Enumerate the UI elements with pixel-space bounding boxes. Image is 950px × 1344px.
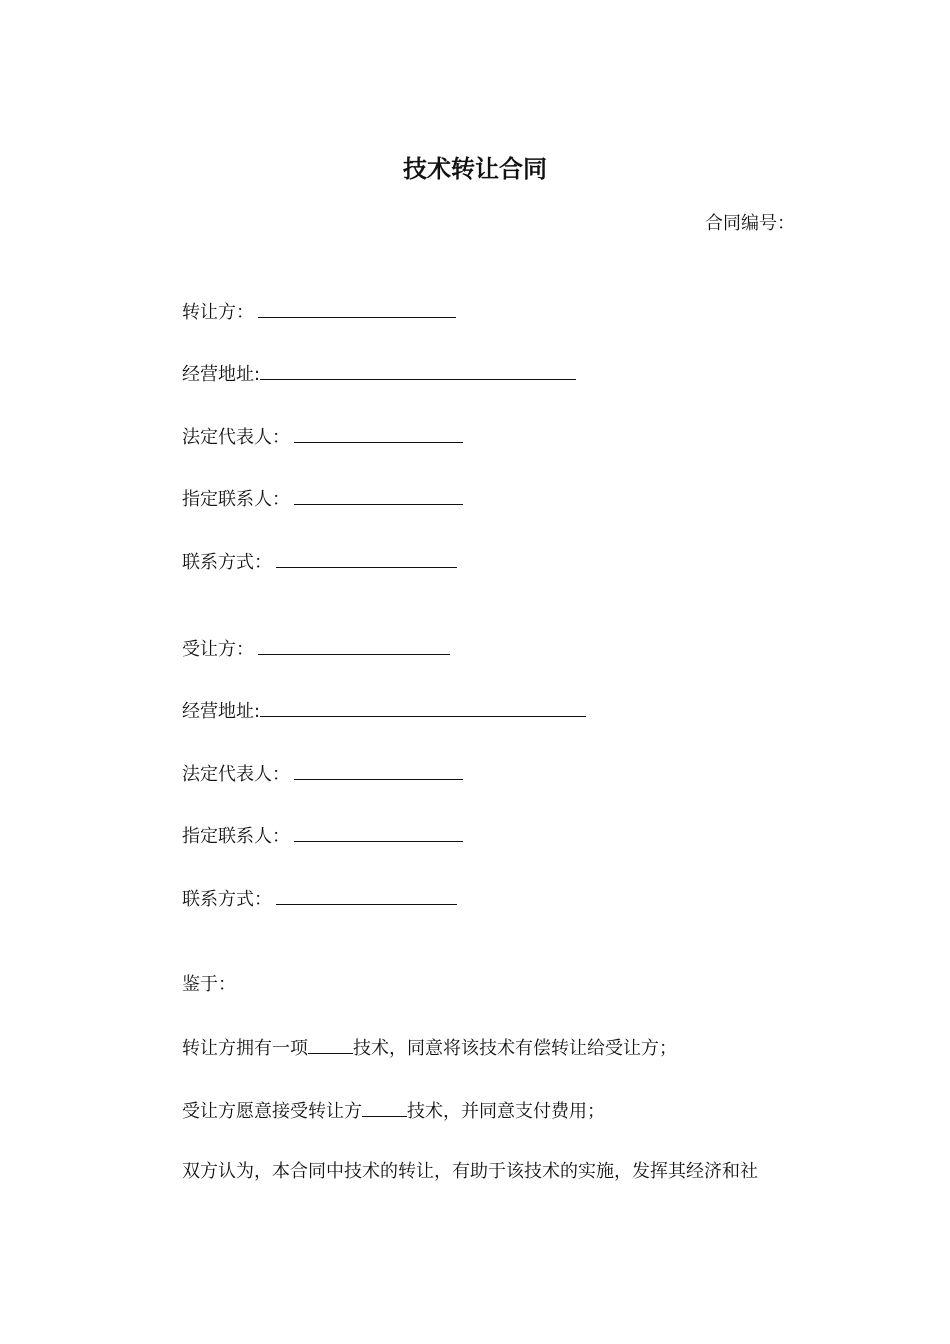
transferor-contact-method-blank xyxy=(276,549,457,568)
transferor-party-line xyxy=(182,299,456,325)
transferor-contact-method-line xyxy=(182,549,457,575)
transferee-contact-method-blank xyxy=(276,886,457,905)
transferee-contact-method-line xyxy=(182,886,457,912)
transferee-address-blank xyxy=(260,698,586,717)
transferor-legal-rep-blank xyxy=(294,424,463,443)
recital-item-2 xyxy=(182,1098,605,1124)
transferor-party-blank xyxy=(258,299,456,318)
transferor-address-blank xyxy=(260,361,576,380)
recital-item-1-blank xyxy=(308,1035,353,1054)
recital-item-1 xyxy=(182,1035,677,1061)
transferee-legal-rep-label: 法定代表人： xyxy=(182,764,290,785)
recital-item-3: 双方认为，本合同中技术的转让，有助于该技术的实施，发挥其经济和社 xyxy=(182,1161,758,1182)
transferee-party-blank xyxy=(258,636,450,655)
transferor-contact-person-blank xyxy=(294,486,463,505)
contract-number-label: 合同编号： xyxy=(705,213,795,234)
transferee-legal-rep-blank xyxy=(294,761,463,780)
recital-item-2-before: 受让方愿意接受转让方 xyxy=(182,1101,362,1122)
transferor-contact-method-label: 联系方式： xyxy=(182,552,272,573)
transferee-contact-person-line xyxy=(182,823,463,849)
transferee-contact-person-label: 指定联系人： xyxy=(182,826,290,847)
recital-item-2-blank xyxy=(362,1098,407,1117)
document-title: 技术转让合同 xyxy=(403,155,547,183)
transferor-party-label: 转让方： xyxy=(182,302,254,323)
transferor-legal-rep-label: 法定代表人： xyxy=(182,427,290,448)
transferee-contact-person-blank xyxy=(294,823,463,842)
transferee-legal-rep-line xyxy=(182,761,463,787)
recitals-heading: 鉴于： xyxy=(182,974,236,995)
recital-item-1-before: 转让方拥有一项 xyxy=(182,1038,308,1059)
transferor-legal-rep-line xyxy=(182,424,463,450)
transferor-address-label: 经营地址: xyxy=(182,364,261,385)
recital-item-1-after: 技术，同意将该技术有偿转让给受让方； xyxy=(353,1038,677,1059)
transferor-address-line xyxy=(182,361,576,387)
transferee-address-label: 经营地址: xyxy=(182,701,261,722)
transferee-party-line xyxy=(182,636,450,662)
transferee-contact-method-label: 联系方式： xyxy=(182,889,272,910)
transferor-contact-person-label: 指定联系人： xyxy=(182,489,290,510)
transferee-party-label: 受让方： xyxy=(182,639,254,660)
recital-item-2-after: 技术，并同意支付费用； xyxy=(407,1101,605,1122)
transferor-contact-person-line xyxy=(182,486,463,512)
transferee-address-line xyxy=(182,698,586,724)
